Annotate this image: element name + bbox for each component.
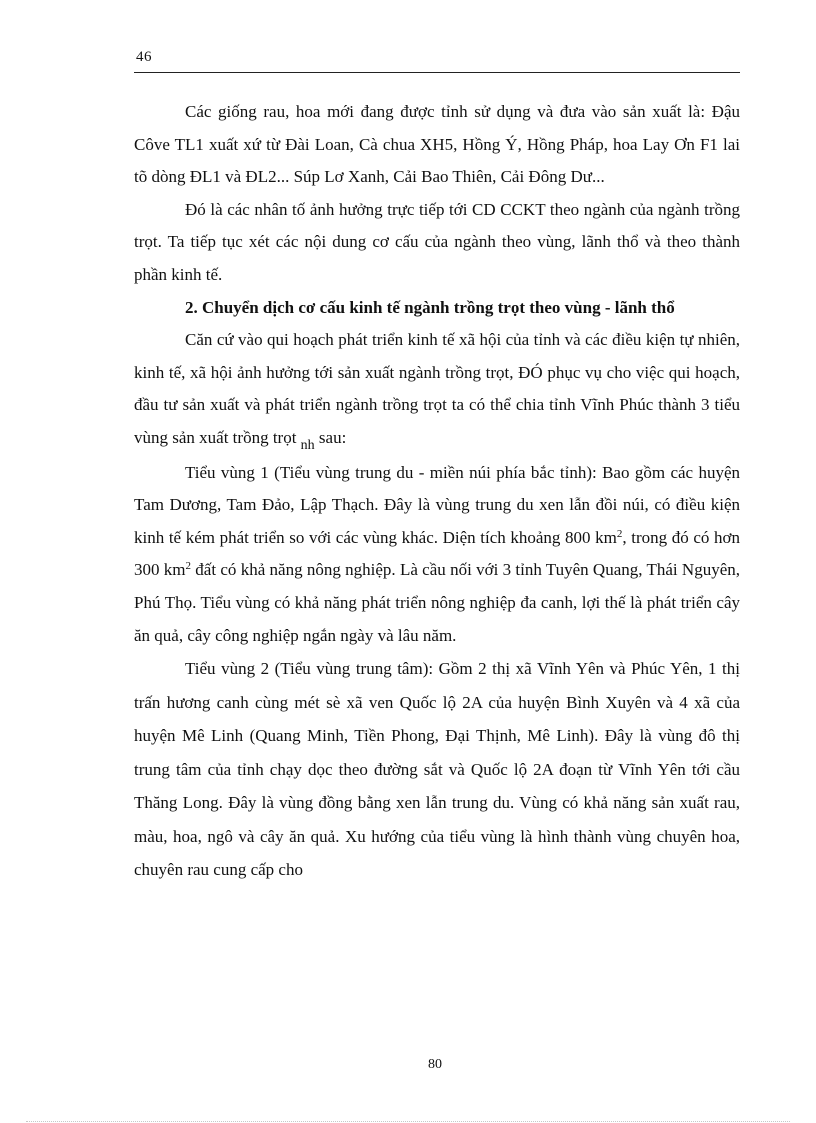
superscript-area-unit-1: 2 (616, 527, 623, 540)
header-divider (134, 72, 740, 73)
paragraph-subregion-2: Tiểu vùng 2 (Tiểu vùng trung tâm): Gồm 2 thị xã Vĩnh Yên và Phúc Yên, 1 thị trấn hương canh cùng mét sè xã ven Quốc lộ 2A của huyện Bình Xuyên và 4 xã của huyện Mê Linh (Quang Minh, Tiền Phong, Đại Thịnh, Mê Linh). Đây là vùng đô thị trung tâm của tỉnh chạy dọc theo đường sắt và Quốc lộ 2A đoạn từ Vĩnh Yên tới cầu Thăng Long. Đây là vùng đồng bằng xen lẫn trung du. Vùng có khả năng sản xuất rau, màu, hoa, ngô và cây ăn quả. Xu hướng của tiểu vùng là hình thành vùng chuyên hoa, chuyên rau cung cấp cho (134, 659, 740, 880)
paragraph-factors-summary: Đó là các nhân tố ảnh hưởng trực tiếp tới CD CCKT theo ngành của ngành trồng trọt. Ta tiếp tục xét các nội dung cơ cấu của ngành theo vùng, lãnh thổ và theo thành phần kinh tế. (134, 199, 740, 284)
subregions-intro-text: Căn cứ vào qui hoạch phát triển kinh tế xã hội của tỉnh và các điều kiện tự nhiên, kinh tế, xã hội ảnh hưởng tới sản xuất ngành trồng trọt, ĐÓ phục vụ cho việc qui hoạch, đầu tư sản xuất và phát triển ngành trồng trọt ta có thể chia tỉnh Vĩnh Phúc thành 3 tiểu vùng sản xuất trồng trọt (134, 330, 740, 447)
paragraph-subregion-1 (134, 457, 740, 653)
subregion-1-text-a: Tiểu vùng 1 (Tiểu vùng trung du - miền núi phía bắc tỉnh): Bao gồm các huyện Tam Dương, Tam Đảo, Lập Thạch. Đây là vùng trung du xen lẫn đồi núi, có điều kiện kinh tế kém phát triển so với các vùng khác. Diện tích khoảng 800 km (134, 462, 740, 547)
document-body (134, 96, 740, 887)
subregions-intro-tail: sau: (314, 427, 347, 447)
footer-page-number: 80 (428, 1057, 442, 1072)
page-border-dotted (26, 1121, 790, 1122)
paragraph-subregions-intro (134, 324, 740, 456)
section-heading: 2. Chuyển dịch cơ cấu kinh tế ngành trồng trọt theo vùng - lãnh thổ (185, 297, 675, 317)
superscript-area-unit-2: 2 (185, 560, 192, 573)
subregion-1-text-b: , trong đó có hơn 300 km (134, 527, 740, 580)
subregion-1-text-c: đất có khả năng nông nghiệp. Là cầu nối với 3 tỉnh Tuyên Quang, Thái Nguyên, Phú Thọ. Tiểu vùng có khả năng phát triển nông nghiệp đa canh, lợi thế là phát triển cây ăn quả, cây công nghiệp ngắn ngày và lâu năm. (134, 560, 740, 645)
subregions-intro-subscript: nh (300, 437, 315, 453)
paragraph-seed-varieties: Các giống rau, hoa mới đang được tỉnh sử dụng và đưa vào sản xuất là: Đậu Côve TL1 xuất xứ từ Đài Loan, Cà chua XH5, Hồng Ý, Hồng Pháp, hoa Lay Ơn F1 lai tõ dòng ĐL1 và ĐL2... Súp Lơ Xanh, Cải Bao Thiên, Cải Đông Dư... (134, 102, 740, 187)
header-page-number: 46 (136, 49, 152, 65)
